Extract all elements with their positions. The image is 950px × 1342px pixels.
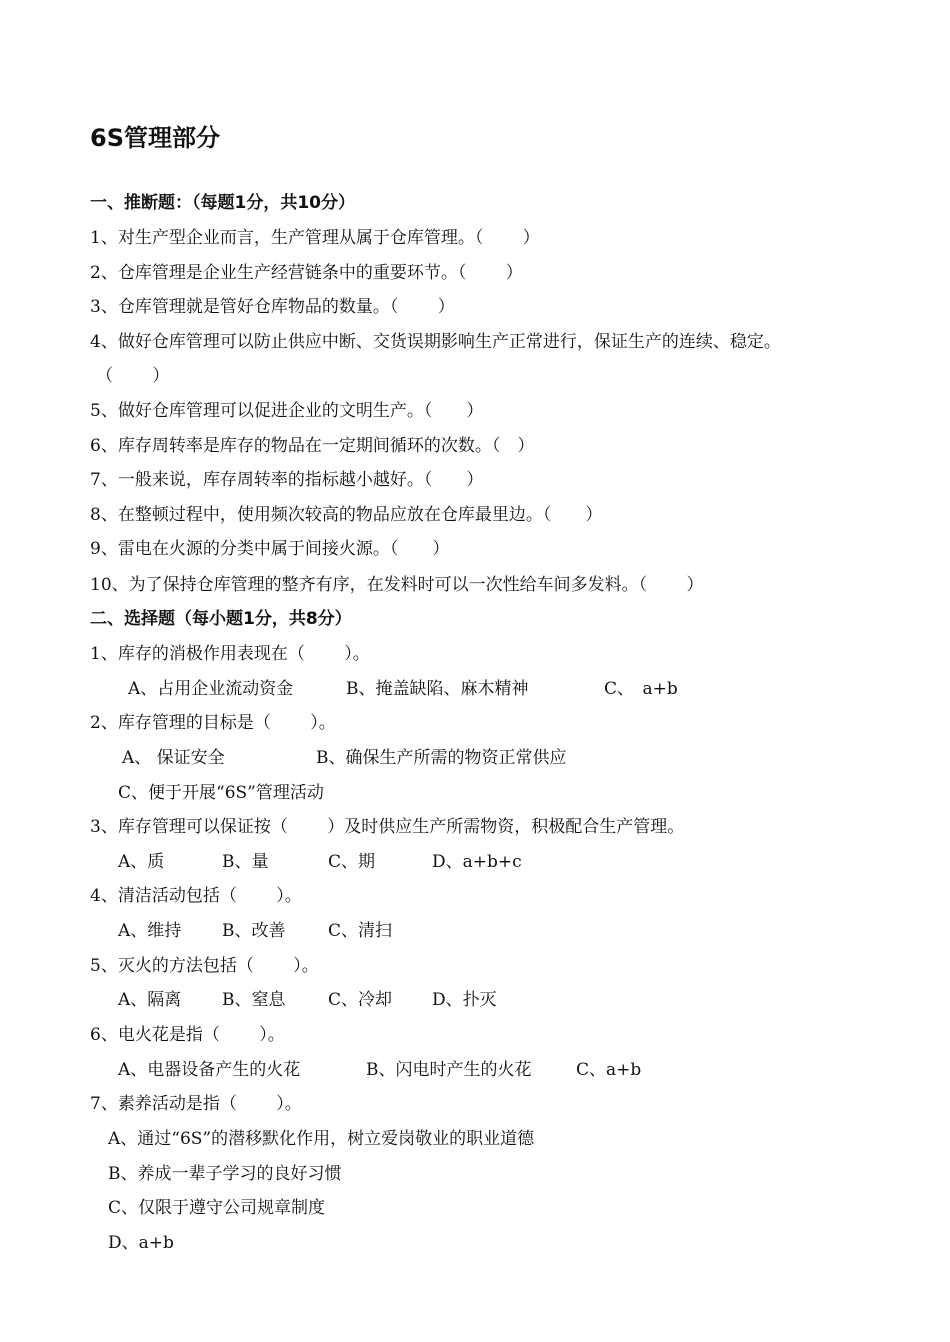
mc-q5-option-b: B、窒息 xyxy=(222,990,286,1010)
mc-question-5: 5、灭火的方法包括（ ）。 xyxy=(90,956,319,976)
mc-q1-option-a: A、占用企业流动资金 xyxy=(128,679,294,699)
mc-q4-option-a: A、维持 xyxy=(118,921,182,941)
mc-q4-option-c: C、清扫 xyxy=(328,921,393,941)
section1-heading: 一、推断题：（每题1分，共10分） xyxy=(90,193,355,213)
mc-q6-option-b: B、闪电时产生的火花 xyxy=(366,1060,532,1080)
mc-q2-option-a: A、 保证安全 xyxy=(122,748,225,768)
mc-q3-option-d: D、a+b+c xyxy=(432,852,522,872)
mc-q1-option-b: B、掩盖缺陷、麻木精神 xyxy=(346,679,529,699)
mc-question-2: 2、库存管理的目标是（ ）。 xyxy=(90,713,336,733)
mc-q7-option-c: C、仅限于遵守公司规章制度 xyxy=(108,1198,326,1218)
mc-q7-option-a: A、通过“6S”的潜移默化作用，树立爱岗敬业的职业道德 xyxy=(108,1129,535,1149)
tf-question-6: 6、库存周转率是库存的物品在一定期间循环的次数。（ ） xyxy=(90,436,535,456)
tf-question-3: 3、仓库管理就是管好仓库物品的数量。（ ） xyxy=(90,297,455,317)
mc-q4-option-b: B、改善 xyxy=(222,921,286,941)
tf-question-1: 1、对生产型企业而言，生产管理从属于仓库管理。（ ） xyxy=(90,228,540,248)
mc-q5-option-d: D、扑灭 xyxy=(432,990,497,1010)
mc-question-1: 1、库存的消极作用表现在（ ）。 xyxy=(90,644,370,664)
tf-question-2: 2、仓库管理是企业生产经营链条中的重要环节。（ ） xyxy=(90,263,523,283)
mc-q3-option-b: B、量 xyxy=(222,852,269,872)
mc-q3-option-c: C、期 xyxy=(328,852,376,872)
mc-q5-option-c: C、冷却 xyxy=(328,990,393,1010)
mc-q2-option-b: B、确保生产所需的物资正常供应 xyxy=(316,748,567,768)
mc-question-3: 3、库存管理可以保证按（ ）及时供应生产所需物资，积极配合生产管理。 xyxy=(90,817,685,837)
tf-question-4: 4、做好仓库管理可以防止供应中断、交货误期影响生产正常进行，保证生产的连续、稳定。 xyxy=(90,332,781,352)
tf-question-5: 5、做好仓库管理可以促进企业的文明生产。（ ） xyxy=(90,401,484,421)
mc-q7-option-b: B、养成一辈子学习的良好习惯 xyxy=(108,1164,342,1184)
tf-question-8: 8、在整顿过程中，使用频次较高的物品应放在仓库最里边。（ ） xyxy=(90,505,603,525)
mc-q5-option-a: A、隔离 xyxy=(118,990,182,1010)
tf-question-7: 7、一般来说，库存周转率的指标越小越好。（ ） xyxy=(90,470,484,490)
tf-question-10: 10、为了保持仓库管理的整齐有序，在发料时可以一次性给车间多发料。（ ） xyxy=(90,575,704,595)
mc-q2-option-c: C、便于开展“6S”管理活动 xyxy=(118,783,324,803)
mc-q6-option-c: C、a+b xyxy=(576,1060,642,1080)
mc-q1-option-c: C、 a+b xyxy=(604,679,678,699)
mc-question-4: 4、清洁活动包括（ ）。 xyxy=(90,886,302,906)
tf-question-9: 9、雷电在火源的分类中属于间接火源。（ ） xyxy=(90,539,450,559)
tf-question-4-blank: （ ） xyxy=(96,366,170,386)
page-title: 6S管理部分 xyxy=(90,124,220,152)
section2-heading: 二、选择题（每小题1分，共8分） xyxy=(90,609,352,629)
mc-question-7: 7、素养活动是指（ ）。 xyxy=(90,1094,302,1114)
mc-q3-option-a: A、质 xyxy=(118,852,165,872)
mc-q7-option-d: D、a+b xyxy=(108,1233,174,1253)
mc-q6-option-a: A、电器设备产生的火花 xyxy=(118,1060,301,1080)
mc-question-6: 6、电火花是指（ ）。 xyxy=(90,1025,285,1045)
